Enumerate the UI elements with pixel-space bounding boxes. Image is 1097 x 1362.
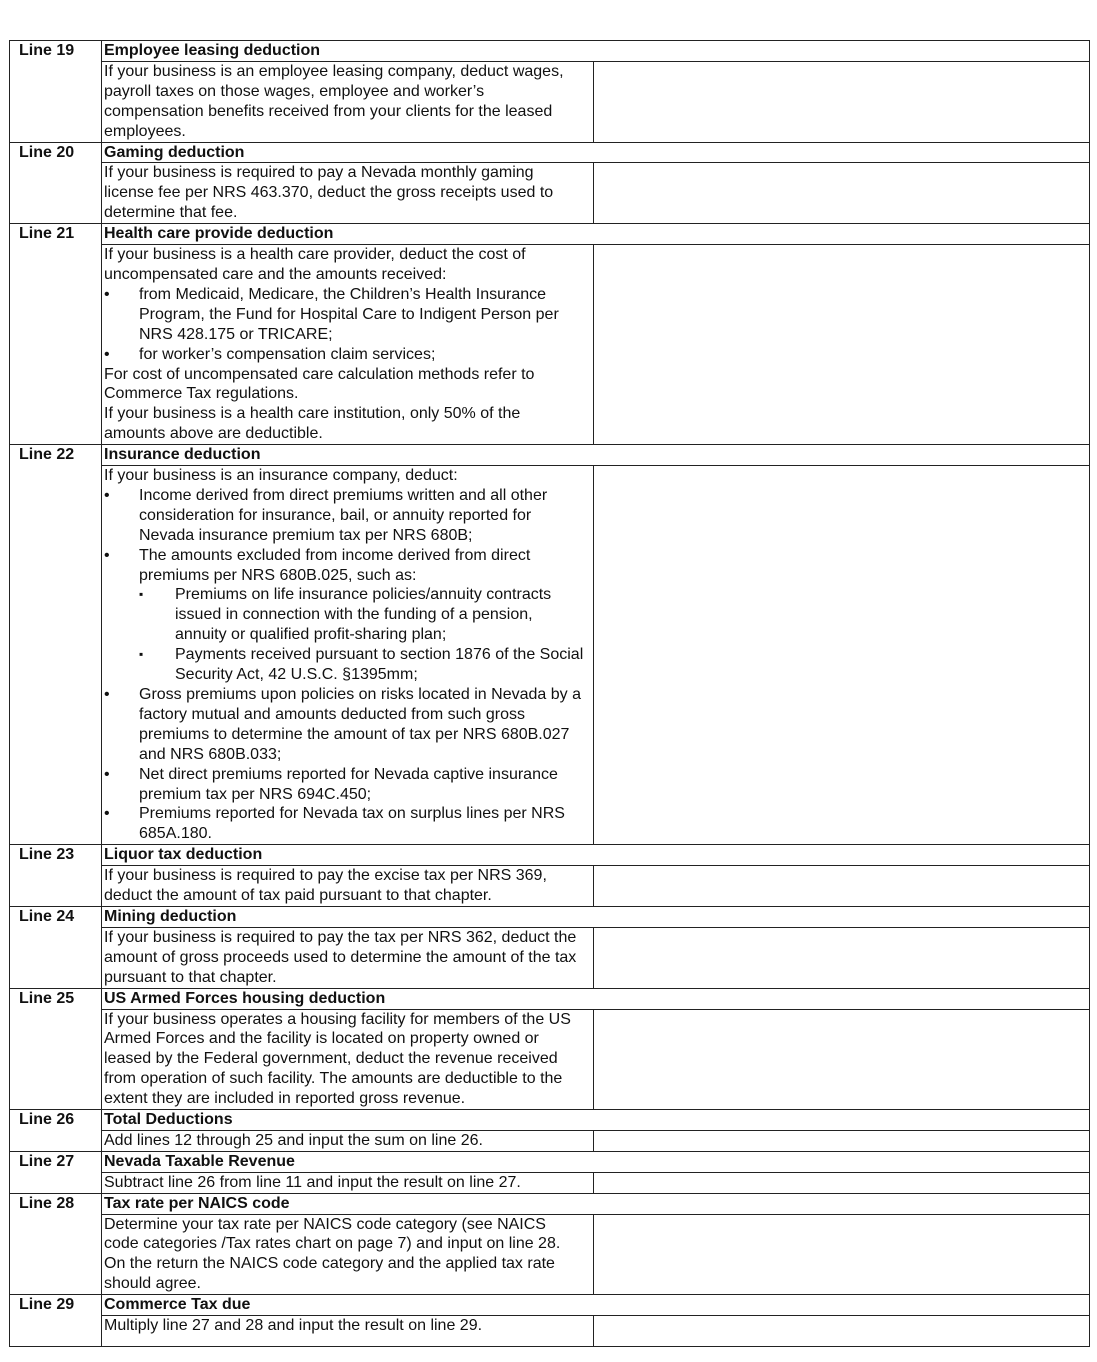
line-21-title-row: [10, 224, 1090, 245]
sub-bullet-list: [139, 585, 585, 685]
line-20-desc-row: [10, 163, 1090, 224]
sub-list-item: ▪ Payments received pursuant to section 1876 of the Social Security Act, 42 U.S.C. §1395mm;: [139, 645, 585, 685]
line-number: Line 27: [10, 1151, 102, 1193]
sub-list-item: ▪ Premiums on life insurance policies/annuity contracts issued in connection with the funding of a pension, annuity or qualified profit-sharing plan;: [139, 585, 585, 645]
line-26-title-row: [10, 1110, 1090, 1131]
description: Multiply line 27 and 28 and input the result on line 29.: [102, 1316, 594, 1347]
list-item: • from Medicaid, Medicare, the Children’s Health Insurance Program, the Fund for Hospital Care to Indigent Person per NRS 428.175 or TRICARE;: [104, 285, 585, 345]
amount-cell: [594, 1316, 1090, 1347]
description: [102, 466, 594, 845]
section-title: Nevada Taxable Revenue: [102, 1151, 1090, 1172]
description: If your business is an employee leasing company, deduct wages, payroll taxes on those wages, employee and worker’s compensation benefits received from your clients for the leased employees.: [102, 61, 594, 142]
section-title: Liquor tax deduction: [102, 845, 1090, 866]
instructions-table: [9, 40, 1090, 1347]
line-29-title-row: [10, 1295, 1090, 1316]
line-23-title-row: [10, 845, 1090, 866]
line-23-desc-row: [10, 866, 1090, 907]
list-item: • Premiums reported for Nevada tax on surplus lines per NRS 685A.180.: [104, 804, 585, 844]
description: If your business operates a housing facility for members of the US Armed Forces and the facility is located on property owned or leased by the Federal government, deduct the revenue received from operation of such facility. The amounts are deductible to the extent they are included in reported gross revenue.: [102, 1009, 594, 1110]
list-item-text: The amounts excluded from income derived from direct premiums per NRS 680B.025, such as:: [139, 546, 531, 584]
line-22-title-row: [10, 445, 1090, 466]
list-item: • Net direct premiums reported for Nevada captive insurance premium tax per NRS 694C.450;: [104, 765, 585, 805]
bullet-list: [104, 285, 585, 365]
section-title: Tax rate per NAICS code: [102, 1193, 1090, 1214]
line-number: Line 20: [10, 142, 102, 224]
amount-cell: [594, 1130, 1090, 1151]
description: [102, 245, 594, 445]
amount-cell: [594, 1172, 1090, 1193]
section-title: US Armed Forces housing deduction: [102, 988, 1090, 1009]
line-number: Line 24: [10, 906, 102, 988]
list-item: • for worker’s compensation claim services;: [104, 345, 585, 365]
amount-cell: [594, 1214, 1090, 1295]
line-number: Line 28: [10, 1193, 102, 1295]
amount-cell: [594, 927, 1090, 988]
section-title: Commerce Tax due: [102, 1295, 1090, 1316]
line-25-title-row: [10, 988, 1090, 1009]
amount-cell: [594, 866, 1090, 907]
note-text: For cost of uncompensated care calculation methods refer to Commerce Tax regulations.: [104, 365, 535, 403]
intro-text: If your business is a health care provider, deduct the cost of uncompensated care and the amounts received:: [104, 246, 526, 283]
line-26-desc-row: [10, 1130, 1090, 1151]
section-title: Mining deduction: [102, 906, 1090, 927]
description: Determine your tax rate per NAICS code category (see NAICS code categories /Tax rates chart on page 7) and input on line 28. On the return the NAICS code category and the applied tax rate should agree.: [102, 1214, 594, 1295]
line-20-title-row: [10, 142, 1090, 163]
line-27-title-row: [10, 1151, 1090, 1172]
section-title: Health care provide deduction: [102, 224, 1090, 245]
line-19-title-row: [10, 41, 1090, 62]
line-25-desc-row: [10, 1009, 1090, 1110]
amount-cell: [594, 61, 1090, 142]
section-title: Insurance deduction: [102, 445, 1090, 466]
amount-cell: [594, 245, 1090, 445]
amount-cell: [594, 466, 1090, 845]
line-number: Line 22: [10, 445, 102, 845]
intro-text: If your business is an insurance company, deduct:: [104, 467, 458, 485]
line-19-desc-row: [10, 61, 1090, 142]
amount-cell: [594, 1009, 1090, 1110]
section-title: Employee leasing deduction: [102, 41, 1090, 62]
list-item: • Gross premiums upon policies on risks located in Nevada by a factory mutual and amounts deducted from such gross premiums to determine the amount of tax per NRS 680B.027 and NRS 680B.033;: [104, 685, 585, 765]
line-number: Line 29: [10, 1295, 102, 1347]
line-number: Line 26: [10, 1110, 102, 1152]
line-number: Line 19: [10, 41, 102, 143]
line-24-title-row: [10, 906, 1090, 927]
line-number: Line 23: [10, 845, 102, 907]
list-item: [104, 546, 585, 685]
description: Subtract line 26 from line 11 and input the result on line 27.: [102, 1172, 594, 1193]
amount-cell: [594, 163, 1090, 224]
bullet-list: [104, 486, 585, 844]
section-title: Total Deductions: [102, 1110, 1090, 1131]
description: If your business is required to pay the tax per NRS 362, deduct the amount of gross proceeds used to determine the amount of the tax pursuant to that chapter.: [102, 927, 594, 988]
description: Add lines 12 through 25 and input the sum on line 26.: [102, 1130, 594, 1151]
line-22-desc-row: [10, 466, 1090, 845]
line-number: Line 21: [10, 224, 102, 445]
line-21-desc-row: [10, 245, 1090, 445]
description: If your business is required to pay a Nevada monthly gaming license fee per NRS 463.370, deduct the gross receipts used to determine that fee.: [102, 163, 594, 224]
note-text: If your business is a health care institution, only 50% of the amounts above are deductible.: [104, 405, 521, 443]
line-27-desc-row: [10, 1172, 1090, 1193]
list-item: • Income derived from direct premiums written and all other consideration for insurance, bail, or annuity reported for Nevada insurance premium tax per NRS 680B;: [104, 486, 585, 546]
line-28-title-row: [10, 1193, 1090, 1214]
line-number: Line 25: [10, 988, 102, 1109]
line-28-desc-row: [10, 1214, 1090, 1295]
line-24-desc-row: [10, 927, 1090, 988]
description: If your business is required to pay the excise tax per NRS 369, deduct the amount of tax paid pursuant to that chapter.: [102, 866, 594, 907]
section-title: Gaming deduction: [102, 142, 1090, 163]
line-29-desc-row: [10, 1316, 1090, 1347]
